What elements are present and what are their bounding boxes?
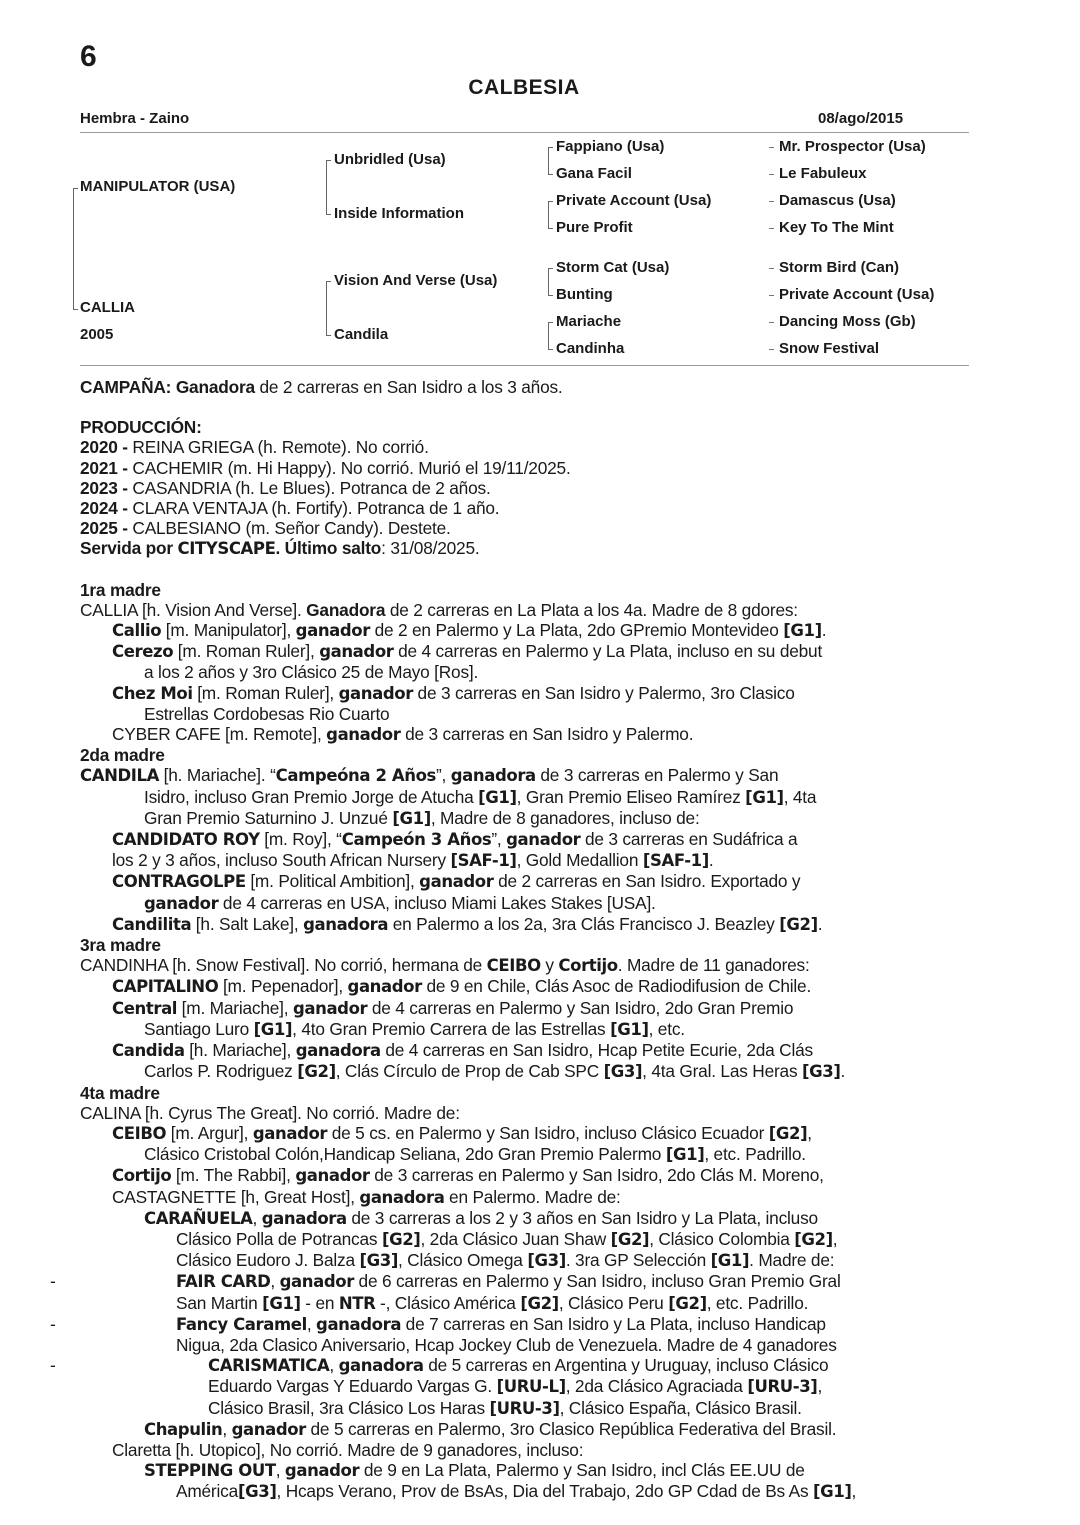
bold-run: [G2]: [794, 1229, 833, 1249]
text-run: de 3 carreras en Sudáfrica a: [580, 829, 798, 850]
text-run: ,: [807, 1122, 812, 1143]
text-run: CALLIA [h. Vision And Verse].: [80, 599, 307, 620]
ped-g4-3: Damascus (Usa): [779, 192, 896, 209]
text-run: , 4ta Gral. Las Heras: [642, 1061, 802, 1082]
campaign-bold: Ganadora: [175, 377, 255, 397]
text-run: [h. Mariache]. “: [159, 765, 276, 786]
text-run: [m. Pepenador],: [218, 976, 348, 997]
dash-g4-1: [769, 147, 774, 148]
section-line: [80, 765, 969, 786]
bold-run: ganador: [319, 642, 394, 662]
bracket-g2-b-tick2: [326, 335, 331, 336]
section-line: [80, 1398, 969, 1419]
text-run: de 2 en Palermo y La Plata, 2do GPremio Montevideo: [369, 620, 784, 641]
horse-name: CALBESIA: [468, 76, 580, 99]
production-text: CACHEMIR (m. Hi Happy). No corrió. Murió el 19/11/2025.: [127, 457, 571, 478]
production-year: 2023 -: [80, 477, 128, 498]
text-run: de 2 carreras en La Plata a los 4a. Madre de 8 gdores:: [385, 599, 798, 620]
text-run: .: [840, 1061, 846, 1082]
text-run: , Hcaps Verano, Prov de BsAs, Dia del Trabajo, 2do GP Cdad de Bs As: [276, 1481, 814, 1502]
text-run: , Madre de 8 ganadores, incluso de:: [430, 807, 700, 828]
bold-run: ganadora: [295, 1041, 381, 1061]
ped-g2-4: Candila: [334, 326, 389, 343]
text-run: de 7 carreras en San Isidro y La Plata, incluso Handicap: [401, 1313, 826, 1334]
text-run: [m. Roy], “: [259, 829, 342, 850]
text-run: ,: [275, 1460, 285, 1481]
section-line: [80, 998, 969, 1019]
text-run: Santiago Luro: [144, 1018, 254, 1039]
bold-run: [G2]: [779, 914, 818, 934]
text-run: [m. Manipulator],: [161, 620, 296, 641]
bold-run: CANDIDATO ROY: [112, 830, 260, 850]
text-run: -, Clásico América: [375, 1292, 521, 1313]
text-run: [m. Argur],: [166, 1122, 253, 1143]
text-run: , Clás Círculo de Prop de Cab SPC: [335, 1061, 604, 1082]
section-line: [80, 1229, 969, 1250]
bold-run: Candilita: [112, 914, 192, 934]
bold-run: CAPITALINO: [112, 977, 219, 997]
section-line: [80, 1040, 969, 1061]
dash-g4-2: [769, 174, 774, 175]
text-run: Clásico Eudoro J. Balza: [176, 1250, 360, 1271]
bold-run: Callio: [112, 621, 162, 641]
bold-run: [G2]: [668, 1293, 707, 1313]
section-line: [80, 600, 969, 620]
text-run: ,: [306, 1313, 317, 1334]
bracket-g2-a: [326, 160, 327, 215]
bracket-g2-b-tick1: [326, 281, 331, 282]
production-item: [80, 458, 969, 478]
served-a: Servida por: [80, 538, 178, 559]
text-run: de 4 carreras en Palermo y La Plata, incluso en su debut: [393, 641, 823, 662]
section-line: [80, 641, 969, 662]
section-line: [80, 914, 969, 935]
bracket-g3-b: [548, 201, 549, 229]
bold-run: ganadora: [450, 766, 536, 786]
text-run: de 3 carreras a los 2 y 3 años en San Isidro y La Plata, incluso: [346, 1207, 818, 1228]
production-year: 2024 -: [80, 498, 128, 519]
bold-run: [G2]: [610, 1229, 650, 1249]
text-run: , 2da Clásico Juan Shaw: [420, 1228, 611, 1249]
text-run: San Martin: [176, 1292, 263, 1313]
text-run: CYBER CAFE [m. Remote],: [112, 724, 327, 745]
bold-run: ganadora: [303, 914, 389, 934]
text-run: , etc. Padrillo.: [704, 1144, 806, 1165]
bold-run: Campeóna 2 Años: [275, 766, 436, 786]
text-run: de 4 carreras en San Isidro, Hcap Petite Ecurie, 2da Clás: [380, 1040, 813, 1061]
text-run: de 5 cs. en Palermo y San Isidro, incluso Clásico Ecuador: [327, 1122, 769, 1143]
ped-g2-2: Inside Information: [334, 205, 465, 222]
bold-run: ganador: [279, 1272, 354, 1292]
text-run: ,: [329, 1355, 339, 1376]
bold-run: Cortijo: [112, 1166, 172, 1186]
bold-run: STEPPING OUT: [144, 1461, 276, 1481]
dash-g4-5: [769, 268, 774, 269]
section-line: [80, 1144, 969, 1165]
section-line: [80, 787, 969, 808]
production-text: CLARA VENTAJA (h. Fortify). Potranca de 1 año.: [127, 498, 500, 519]
ped-g3-1: Fappiano (Usa): [556, 138, 665, 155]
bold-run: ganador: [144, 893, 219, 913]
ped-g2-1: Unbridled (Usa): [334, 151, 446, 168]
text-run: Clásico Brasil, 3ra Clásico Los Haras: [208, 1397, 490, 1418]
served-stallion: CITYSCAPE: [177, 539, 276, 559]
text-run: ,: [270, 1271, 280, 1292]
text-run: . 3ra GP Selección: [565, 1250, 711, 1271]
divider-pedigree: [80, 365, 969, 366]
bold-run: [URU-3]: [489, 1398, 560, 1418]
section-line: [80, 1481, 969, 1502]
production-year: 2025 -: [80, 518, 128, 539]
text-run: , Gran Premio Eliseo Ramírez: [516, 786, 746, 807]
text-run: . Madre de 11 ganadores:: [617, 955, 810, 976]
bracket-g3-b-t2: [548, 228, 553, 229]
section-line: [80, 1460, 969, 1481]
dash-g4-4: [769, 228, 774, 229]
bold-run: [G3]: [802, 1062, 841, 1082]
production-list: [80, 437, 969, 538]
ped-g4-1: Mr. Prospector (Usa): [779, 138, 926, 155]
text-run: , 4to Gran Premio Carrera de las Estrellas: [292, 1018, 611, 1039]
section-line: [80, 1355, 969, 1376]
section-line: [80, 620, 969, 641]
bracket-g3-a-t1: [548, 147, 553, 148]
sex-color: Hembra - Zaino: [80, 110, 190, 127]
text-run: Eduardo Vargas Y Eduardo Vargas G.: [208, 1376, 497, 1397]
section-line: [80, 1019, 969, 1040]
text-run: [h. Mariache],: [184, 1040, 296, 1061]
production-year: 2020 -: [80, 437, 128, 458]
bold-run: [G1]: [783, 621, 822, 641]
bold-run: [G2]: [768, 1123, 808, 1143]
bold-run: [URU-3]: [747, 1377, 818, 1397]
text-run: Nigua, 2da Clasico Aniversario, Hcap Jockey Club de Venezuela. Madre de 4 ganadores: [176, 1334, 837, 1355]
text-run: ,: [222, 1418, 232, 1439]
bold-run: Chez Moi: [112, 683, 193, 703]
ped-g3-3: Private Account (Usa): [556, 192, 712, 209]
section-line: [80, 1440, 969, 1460]
bold-run: FAIR CARD: [176, 1272, 271, 1292]
production-item: [80, 498, 969, 518]
bold-run: CONTRAGOLPE: [112, 872, 246, 892]
section-line: [80, 704, 969, 724]
section-heading: 3ra madre: [80, 935, 161, 956]
ped-g3-2: Gana Facil: [556, 165, 632, 182]
text-run: de 5 carreras en Argentina y Uruguay, incluso Clásico: [423, 1355, 829, 1376]
text-run: de 9 en Chile, Clás Asoc de Radiodifusion de Chile.: [421, 976, 812, 997]
text-run: en Palermo. Madre de:: [444, 1186, 621, 1207]
report-body: [80, 377, 969, 1503]
dash-g4-7: [769, 322, 774, 323]
text-run: Carlos P. Rodriguez: [144, 1061, 298, 1082]
text-run: de 3 carreras en Palermo y San: [535, 765, 779, 786]
bold-run: ganador: [231, 1419, 306, 1439]
section-heading: 2da madre: [80, 745, 165, 766]
text-run: Clásico Polla de Potrancas: [176, 1228, 382, 1249]
campaign-text: de 2 carreras en San Isidro a los 3 años.: [254, 377, 563, 397]
bold-run: [G3]: [527, 1251, 566, 1271]
text-run: de 3 carreras en San Isidro y Palermo, 3ro Clasico: [412, 682, 795, 703]
bold-run: ganador: [506, 830, 581, 850]
bold-run: CARAÑUELA: [144, 1208, 253, 1228]
text-run: CALINA [h. Cyrus The Great]. No corrió. Madre de:: [80, 1102, 460, 1123]
production-text: CALBESIANO (m. Señor Candy). Destete.: [127, 518, 451, 539]
bold-run: [G2]: [381, 1229, 421, 1249]
section-heading: 1ra madre: [80, 579, 161, 600]
ped-g3-6: Bunting: [556, 286, 613, 303]
sire: MANIPULATOR (USA): [80, 178, 236, 195]
birth-date: 08/ago/2015: [818, 110, 904, 127]
bold-run: [G1]: [610, 1019, 649, 1039]
bracket-g1: [73, 188, 74, 310]
text-run: [m. Mariache],: [177, 997, 293, 1018]
text-run: [m. Roman Ruler],: [173, 641, 320, 662]
text-run: , 2da Clásico Agraciada: [565, 1376, 748, 1397]
bold-run: [G3]: [603, 1062, 643, 1082]
section-line: [80, 1208, 969, 1229]
bold-run: ganador: [295, 621, 370, 641]
section-heading: 4ta madre: [80, 1082, 160, 1103]
text-run: .: [708, 850, 714, 871]
section-line: [80, 976, 969, 997]
section-line: [80, 1376, 969, 1397]
text-run: .: [821, 620, 827, 641]
bracket-g3-d-t1: [548, 322, 553, 323]
bold-run: CARISMATICA: [208, 1356, 330, 1376]
bold-run: CEIBO: [112, 1123, 167, 1143]
bracket-g3-a-t2: [548, 174, 553, 175]
text-run: de 2 carreras en San Isidro. Exportado y: [493, 871, 801, 892]
ped-g4-8: Snow Festival: [779, 340, 880, 357]
section-line: [80, 1419, 969, 1440]
bracket-g2-b: [326, 281, 327, 336]
text-run: CASTAGNETTE [h, Great Host],: [112, 1186, 360, 1207]
text-run: Isidro, incluso Gran Premio Jorge de Atucha: [144, 786, 479, 807]
bold-run: ganadora: [359, 1187, 445, 1207]
bold-run: [G1]: [262, 1293, 301, 1313]
text-run: Clásico Cristobal Colón,Handicap Seliana, 2do Gran Premio Palermo: [144, 1144, 666, 1165]
bracket-g1-tick-b: [73, 309, 78, 310]
production-year: 2021 -: [80, 457, 128, 478]
bracket-g3-b-t1: [548, 201, 553, 202]
served-last-date: : 31/08/2025.: [381, 538, 480, 559]
campaign-label: CAMPAÑA:: [80, 377, 172, 397]
section-line: [80, 1165, 969, 1186]
text-run: , etc. Padrillo.: [706, 1292, 809, 1313]
bold-run: [G1]: [253, 1019, 293, 1039]
production-item: [80, 478, 969, 498]
text-run: , Gold Medallion: [516, 850, 643, 871]
bold-run: [G3]: [359, 1251, 398, 1271]
text-run: de 9 en La Plata, Palermo y San Isidro, incl Clás EE.UU de: [359, 1460, 805, 1481]
bold-run: Ganadora: [306, 599, 386, 620]
ped-g3-4: Pure Profit: [556, 219, 633, 236]
production-item: [80, 518, 969, 538]
text-run: de 5 carreras en Palermo, 3ro Clasico República Federativa del Brasil.: [305, 1418, 837, 1439]
bold-run: Candida: [112, 1041, 185, 1061]
text-run: en Palermo a los 2a, 3ra Clás Francisco J. Beazley: [388, 913, 780, 934]
bold-run: Campeón 3 Años: [341, 830, 492, 850]
bold-run: Cerezo: [112, 642, 174, 662]
bold-run: ganador: [252, 1123, 328, 1143]
dash-g4-6: [769, 295, 774, 296]
text-run: ”,: [491, 829, 507, 850]
section-line: [80, 829, 969, 850]
text-run: [h. Salt Lake],: [191, 913, 304, 934]
bold-run: [G1]: [745, 787, 784, 807]
section-line: [80, 1250, 969, 1271]
text-run: a los 2 años y 3ro Clásico 25 de Mayo [Ros].: [144, 662, 479, 683]
bold-run: ganador: [338, 683, 413, 703]
campaign: [80, 377, 969, 397]
bracket-g3-c: [548, 268, 549, 296]
bold-run: [SAF-1]: [642, 851, 709, 871]
section-line: [80, 955, 969, 976]
served-line: [80, 538, 969, 559]
section-line: [80, 724, 969, 745]
ped-g3-7: Mariache: [556, 313, 622, 330]
production-text: REINA GRIEGA (h. Remote). No corrió.: [127, 437, 429, 458]
text-run: ,: [817, 1376, 823, 1397]
section-line: [80, 1061, 969, 1082]
section-line: [80, 850, 969, 871]
bold-run: [G2]: [520, 1293, 559, 1313]
bold-run: Chapulin: [144, 1419, 223, 1439]
served-c: .: [275, 538, 285, 559]
served-last-label: Último salto: [284, 538, 382, 559]
bold-run: ganador: [347, 977, 422, 997]
text-run: Gran Premio Saturnino J. Unzué: [144, 807, 393, 828]
divider-top: [80, 132, 969, 133]
section-line: [80, 1271, 969, 1292]
bold-run: [G1]: [392, 808, 431, 828]
ped-g4-4: Key To The Mint: [779, 219, 894, 236]
page-number: 6: [80, 40, 97, 73]
bracket-g3-c-t1: [548, 268, 553, 269]
bold-run: [URU-L]: [496, 1377, 566, 1397]
dam-sections: [80, 580, 969, 1503]
text-run: , Clásico Colombia: [649, 1228, 795, 1249]
text-run: Claretta [h. Utopico], No corrió. Madre de 9 ganadores, incluso:: [112, 1439, 584, 1460]
text-run: América: [176, 1481, 238, 1502]
section-line: [80, 1314, 969, 1335]
bold-run: ganadora: [316, 1314, 402, 1334]
text-run: de 3 carreras en San Isidro y Palermo.: [400, 724, 694, 745]
bold-run: ganador: [284, 1461, 360, 1481]
ped-g4-6: Private Account (Usa): [779, 286, 935, 303]
ped-g4-5: Storm Bird (Can): [779, 259, 899, 276]
text-run: , Clásico Peru: [558, 1292, 669, 1313]
ped-g3-5: Storm Cat (Usa): [556, 259, 670, 276]
text-run: [m. Political Ambition],: [245, 871, 420, 892]
bold-run: [SAF-1]: [450, 851, 517, 871]
ped-g4-7: Dancing Moss (Gb): [779, 313, 916, 330]
text-run: [m. Roman Ruler],: [192, 682, 339, 703]
bold-run: CANDILA: [80, 766, 160, 786]
bold-run: [G2]: [297, 1062, 336, 1082]
bracket-g3-a: [548, 147, 549, 175]
section-line: [80, 1123, 969, 1144]
production-item: [80, 437, 969, 457]
text-run: ,: [252, 1207, 262, 1228]
text-run: , etc.: [648, 1018, 685, 1039]
text-run: [m. The Rabbi],: [171, 1165, 296, 1186]
section-line: [80, 662, 969, 682]
production-text: CASANDRIA (h. Le Blues). Potranca de 2 años.: [127, 477, 491, 498]
text-run: los 2 y 3 años, incluso South African Nursery: [112, 850, 451, 871]
section-line: [80, 683, 969, 704]
text-run: , Clásico Omega: [397, 1250, 528, 1271]
text-run: ,: [832, 1228, 838, 1249]
section-line: [80, 808, 969, 829]
text-run: - en: [300, 1292, 339, 1313]
text-run: y: [540, 955, 559, 976]
bracket-g1-tick-a: [73, 188, 78, 189]
bracket-g2-a-tick1: [326, 160, 331, 161]
text-run: de 4 carreras en Palermo y San Isidro, 2do Gran Premio: [367, 997, 794, 1018]
section-line: [80, 1335, 969, 1355]
bracket-g3-d-t2: [548, 349, 553, 350]
text-run: , 4ta: [783, 786, 817, 807]
bold-run: ganador: [292, 998, 368, 1018]
dam: CALLIA: [80, 299, 135, 316]
bold-run: Cortijo: [558, 956, 618, 976]
bracket-g2-a-tick2: [326, 214, 331, 215]
bold-run: ganadora: [338, 1356, 424, 1376]
section-line: [80, 893, 969, 914]
bold-run: CEIBO: [486, 956, 541, 976]
dash-g4-3: [769, 201, 774, 202]
text-run: , Clásico España, Clásico Brasil.: [559, 1397, 802, 1418]
bold-run: [G1]: [710, 1251, 750, 1271]
text-run: ,: [851, 1481, 857, 1502]
text-run: ”,: [435, 765, 451, 786]
section-line: [80, 1293, 969, 1314]
ped-g3-8: Candinha: [556, 340, 625, 357]
bold-run: Central: [112, 998, 178, 1018]
bold-run: [G1]: [813, 1482, 852, 1502]
bold-run: ganador: [419, 872, 494, 892]
text-run: de 6 carreras en Palermo y San Isidro, incluso Gran Premio Gral: [353, 1271, 841, 1292]
section-line: [80, 871, 969, 892]
bold-run: [G1]: [665, 1145, 705, 1165]
bracket-g3-d: [548, 322, 549, 350]
section-line: [80, 1103, 969, 1123]
bold-run: Fancy Caramel: [176, 1314, 307, 1334]
bold-run: ganador: [295, 1166, 370, 1186]
text-run: de 4 carreras en USA, incluso Miami Lakes Stakes [USA].: [218, 892, 656, 913]
bold-run: ganadora: [261, 1208, 347, 1228]
bracket-g3-c-t2: [548, 295, 553, 296]
bold-run: [G3]: [237, 1482, 277, 1502]
ped-g2-3: Vision And Verse (Usa): [334, 272, 498, 289]
bold-run: [G1]: [478, 787, 517, 807]
text-run: . Madre de:: [749, 1250, 835, 1271]
section-line: [80, 1187, 969, 1208]
bold-run: ganador: [326, 725, 401, 745]
dash-g4-8: [769, 349, 774, 350]
ped-g4-2: Le Fabuleux: [779, 165, 867, 182]
dam-year: 2005: [80, 326, 114, 343]
bold-run: NTR: [338, 1293, 376, 1313]
text-run: Estrellas Cordobesas Rio Cuarto: [144, 703, 390, 724]
text-run: de 3 carreras en Palermo y San Isidro, 2do Clás M. Moreno,: [369, 1165, 824, 1186]
text-run: .: [817, 913, 823, 934]
text-run: CANDINHA [h. Snow Festival]. No corrió, hermana de: [80, 955, 487, 976]
production-heading: PRODUCCIÓN:: [80, 417, 202, 438]
